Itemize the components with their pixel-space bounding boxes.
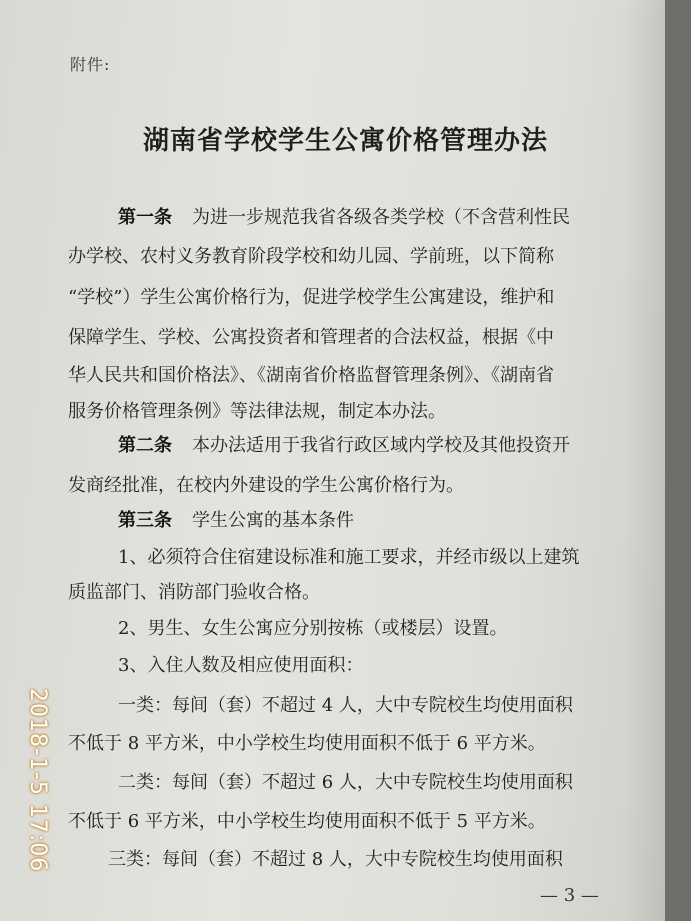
article1-line3: “学校”）学生公寓价格行为，促进学校学生公寓建设，维护和 — [68, 287, 555, 308]
article1-heading: 第一条 — [118, 207, 172, 228]
article1-line2: 办学校、农村义务教育阶段学校和幼儿园、学前班，以下简称 — [68, 246, 554, 267]
article1-line4: 保障学生、学校、公寓投资者和管理者的合法权益，根据《中 — [68, 327, 554, 348]
article2-line1: 本办法适用于我省行政区域内学校及其他投资开 — [192, 435, 570, 456]
article2-first-line — [118, 435, 570, 457]
article1-line6: 服务价格管理条例》等法律法规，制定本办法。 — [68, 401, 446, 422]
article3-class1-line1: 一类：每间（套）不超过 4 人，大中专院校生均使用面积 — [118, 695, 573, 716]
article3-item2: 2、男生、女生公寓应分别按栋（或楼层）设置。 — [118, 618, 508, 639]
article2-line2: 发商经批准，在校内外建设的学生公寓价格行为。 — [68, 475, 464, 496]
article3-item1-line2: 质监部门、消防部门验收合格。 — [68, 582, 320, 603]
page-number: — 3 — — [540, 885, 599, 906]
article3-item1-line1: 1、必须符合住宿建设标准和施工要求，并经市级以上建筑 — [118, 547, 580, 568]
article2-heading: 第二条 — [118, 435, 172, 456]
article3-line1: 学生公寓的基本条件 — [192, 510, 354, 531]
document-title: 湖南省学校学生公寓价格管理办法 — [142, 126, 548, 156]
article3-class1-line2: 不低于 8 平方米，中小学校生均使用面积不低于 6 平方米。 — [68, 733, 546, 754]
article1-line1: 为进一步规范我省各级各类学校（不含营利性民 — [192, 207, 570, 228]
article3-first-line — [118, 510, 354, 532]
article3-item3: 3、入住人数及相应使用面积： — [118, 655, 364, 676]
article3-class2-line2: 不低于 6 平方米，中小学校生均使用面积不低于 5 平方米。 — [68, 811, 546, 832]
photo-timestamp-overlay — [16, 688, 60, 898]
article1-first-line — [118, 207, 570, 229]
attachment-label: 附件: — [70, 55, 111, 74]
article3-heading: 第三条 — [118, 510, 172, 531]
article3-class3-line1: 三类：每间（套）不超过 8 人，大中专院校生均使用面积 — [108, 849, 563, 870]
article1-line5: 华人民共和国价格法》、《湖南省价格监督管理条例》、《湖南省 — [68, 365, 554, 386]
photo-timestamp: 2018-1-5 17:06 — [25, 688, 50, 873]
article3-class2-line1: 二类：每间（套）不超过 6 人，大中专院校生均使用面积 — [118, 772, 573, 793]
